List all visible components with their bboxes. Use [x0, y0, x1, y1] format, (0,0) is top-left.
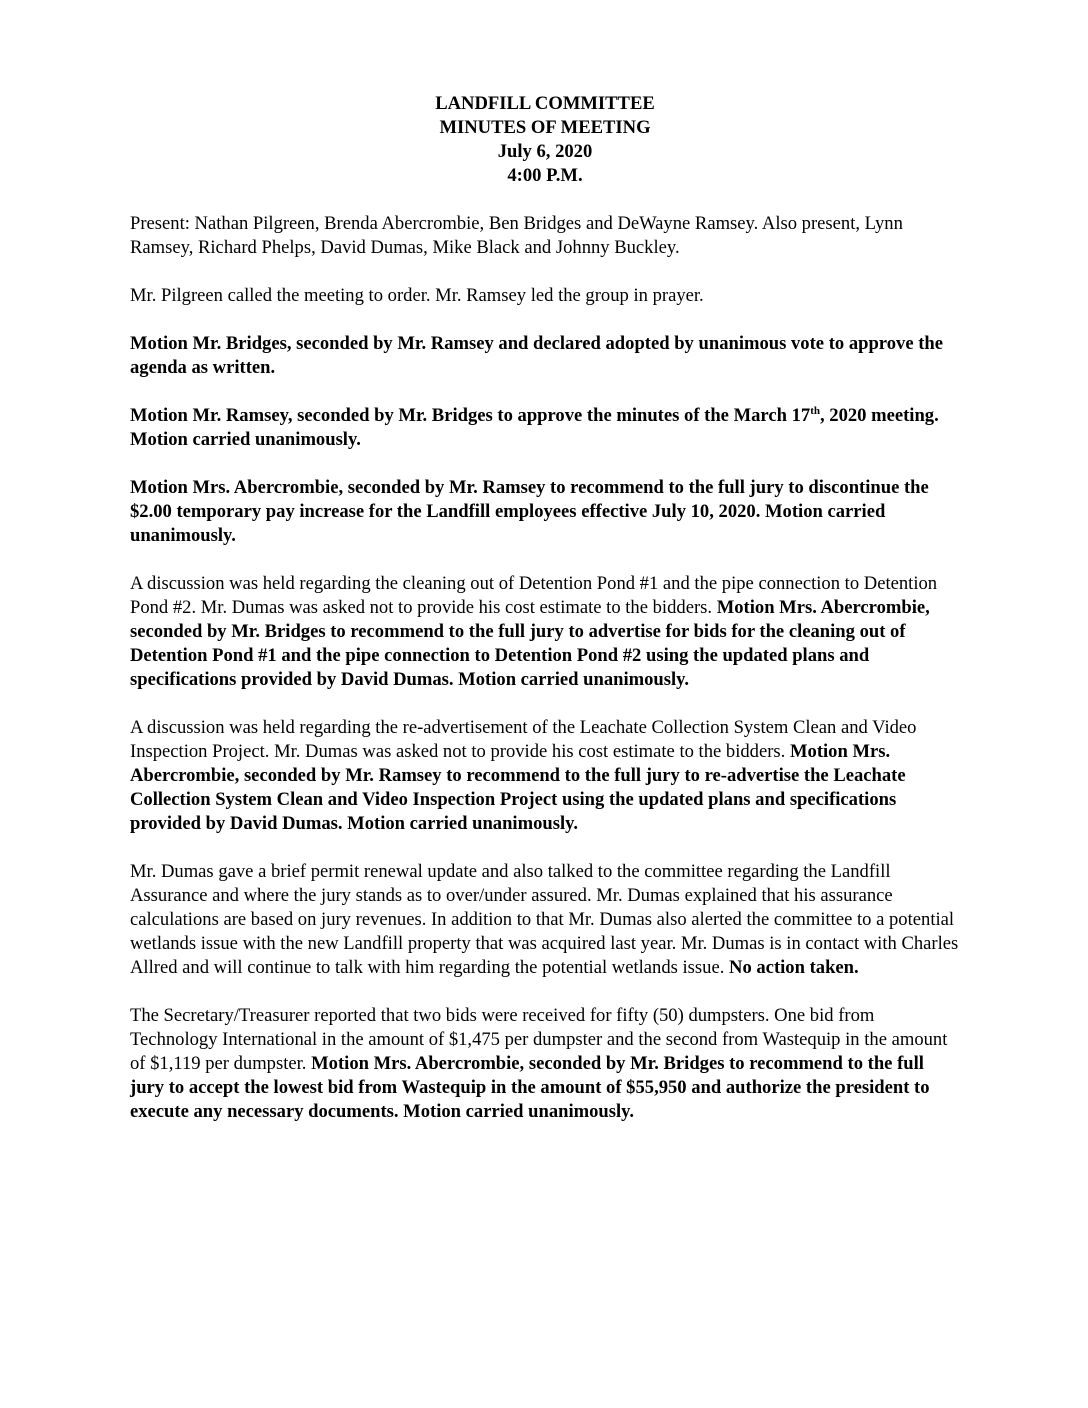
meeting-date: July 6, 2020	[497, 141, 593, 162]
permit-paragraph	[130, 860, 960, 980]
agenda-motion: Motion Mr. Bridges, seconded by Mr. Ramsey and declared adopted by unanimous vote to approve the agenda as written.	[130, 333, 944, 378]
detention-pond-motion: Motion Mrs. Abercrombie, seconded by Mr. Bridges to recommend to the full jury to advertise for bids for the cleaning out of Detention Pond #1 and the pipe connection to Detention Pond #2 using the updated plans and specifications provided by David Dumas. Motion carried unanimously.	[130, 597, 930, 690]
pay-motion: Motion Mrs. Abercrombie, seconded by Mr. Ramsey to recommend to the full jury to discontinue the $2.00 temporary pay increase for the Landfill employees effective July 10, 2020. Motion carried unanimously.	[130, 477, 929, 546]
dumpster-paragraph	[130, 1004, 960, 1124]
agenda-motion-paragraph	[130, 332, 960, 380]
minutes-motion-paragraph	[130, 404, 960, 452]
minutes-motion-end: , 2020 meeting. Motion carried unanimously.	[130, 405, 939, 450]
document-page	[130, 92, 960, 1148]
call-to-order-paragraph: Mr. Pilgreen called the meeting to order. Mr. Ramsey led the group in prayer.	[130, 285, 704, 306]
attendance-paragraph: Present: Nathan Pilgreen, Brenda Abercrombie, Ben Bridges and DeWayne Ramsey. Also present, Lynn Ramsey, Richard Phelps, David Dumas, Mike Black and Johnny Buckley.	[130, 213, 903, 258]
minutes-title: MINUTES OF MEETING	[439, 117, 651, 138]
leachate-motion: Motion Mrs. Abercrombie, seconded by Mr. Ramsey to recommend to the full jury to re-advertise the Leachate Collection System Clean and Video Inspection Project using the updated plans and specifications provided by David Dumas. Motion carried unanimously.	[130, 741, 906, 834]
dumpster-motion: Motion Mrs. Abercrombie, seconded by Mr. Bridges to recommend to the full jury to accept the lowest bid from Wastequip in the amount of $55,950 and authorize the president to execute any necessary documents. Motion carried unanimously.	[130, 1053, 930, 1122]
leachate-discussion: A discussion was held regarding the re-advertisement of the Leachate Collection System Clean and Video Inspection Project. Mr. Dumas was asked not to provide his cost estimate to the bidders.	[130, 717, 917, 762]
document-heading	[130, 92, 960, 188]
committee-title: LANDFILL COMMITTEE	[435, 93, 655, 114]
minutes-motion-start: Motion Mr. Ramsey, seconded by Mr. Bridges to approve the minutes of the March 17	[130, 405, 811, 426]
permit-action: No action taken.	[729, 957, 859, 978]
meeting-time: 4:00 P.M.	[507, 165, 583, 186]
leachate-paragraph	[130, 716, 960, 836]
ordinal-suffix: th	[810, 404, 820, 417]
permit-discussion: Mr. Dumas gave a brief permit renewal update and also talked to the committee regarding the Landfill Assurance and where the jury stands as to over/under assured. Mr. Dumas explained that his assurance calculations are based on jury revenues. In addition to that Mr. Dumas also alerted the committee to a potential wetlands issue with the new Landfill property that was acquired last year. Mr. Dumas is in contact with Charles Allred and will continue to talk with him regarding the potential wetlands issue.	[130, 861, 959, 978]
minutes-motion	[130, 405, 939, 450]
dumpster-bids: The Secretary/Treasurer reported that two bids were received for fifty (50) dumpsters. One bid from Technology International in the amount of $1,475 per dumpster and the second from Wastequip in the amount of $1,119 per dumpster.	[130, 1005, 948, 1074]
detention-pond-discussion: A discussion was held regarding the cleaning out of Detention Pond #1 and the pipe connection to Detention Pond #2. Mr. Dumas was asked not to provide his cost estimate to the bidders.	[130, 573, 938, 618]
pay-motion-paragraph	[130, 476, 960, 548]
detention-pond-paragraph	[130, 572, 960, 692]
